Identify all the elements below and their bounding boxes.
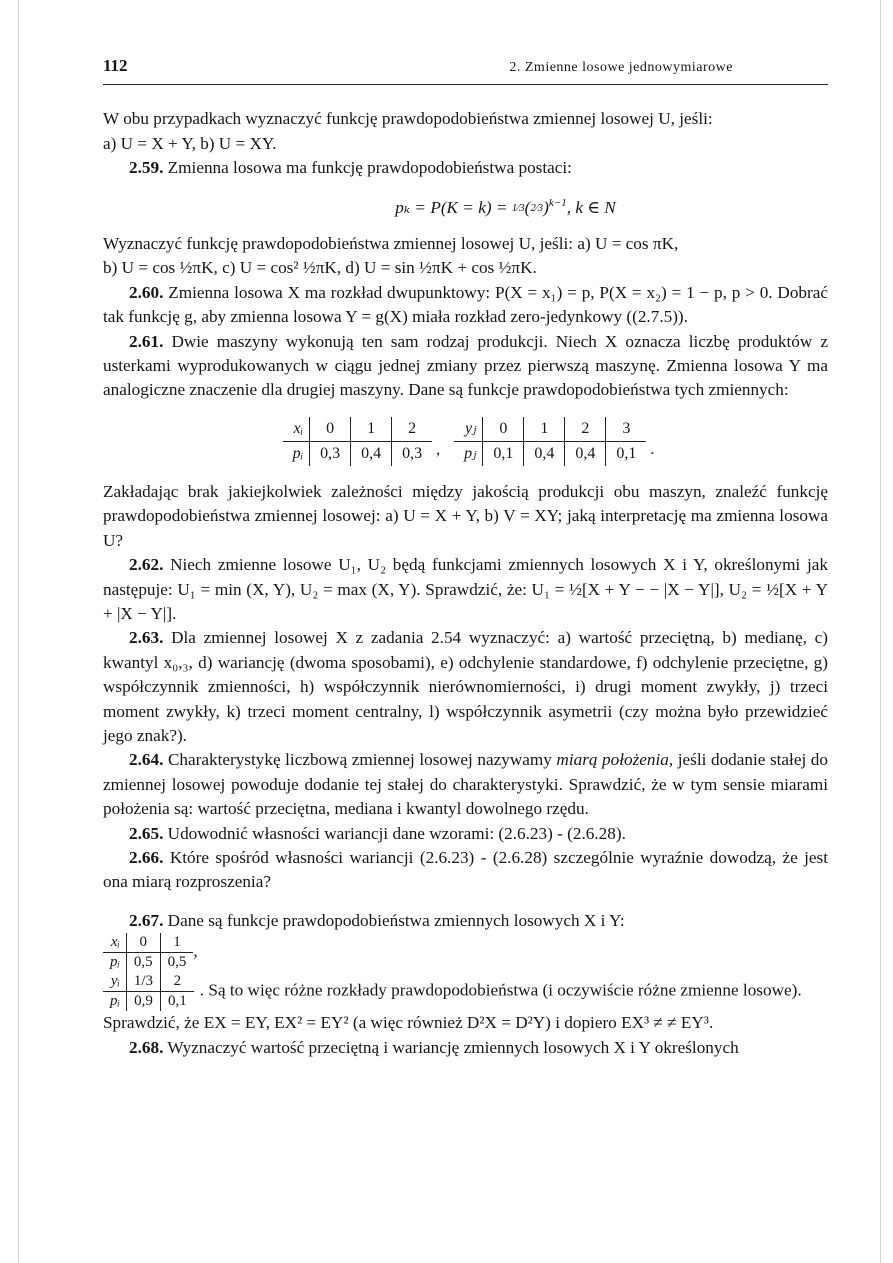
inline-table-y xyxy=(103,972,194,1011)
distribution-tables xyxy=(103,417,828,466)
table-cell: 0,3 xyxy=(310,441,351,466)
tail-line-2: b) U = cos ½πK, c) U = cos² ½πK, d) U = sin ½πK + cos ½πK. xyxy=(103,258,537,278)
fraction-denominator: 3 xyxy=(537,201,544,214)
table-cell: 0,4 xyxy=(351,441,392,466)
table-header-y: yⱼ xyxy=(454,417,483,442)
table-cell: 1 xyxy=(160,933,193,953)
table-y-distribution xyxy=(454,417,646,466)
table-cell: 0 xyxy=(310,417,351,442)
tail-line-1: Wyznaczyć funkcję prawdopodobieństwa zmiennej losowej U, jeśli: a) U = cos πK, xyxy=(103,234,679,254)
intro-paragraph xyxy=(103,107,828,156)
formula-part-a: pₖ = P(K = k) = xyxy=(395,197,512,217)
exercise-number: 2.65. xyxy=(129,823,164,843)
table-header-x: xᵢ xyxy=(283,417,310,442)
page-number: 112 xyxy=(103,56,128,75)
exercise-text: Wyznaczyć wartość przeciętną i wariancję zmiennych losowych X i Y określonych xyxy=(167,1037,739,1057)
exercise-number: 2.68. xyxy=(129,1037,164,1057)
exercise-text: Dwie maszyny wykonują ten sam rodzaj produkcji. Niech X oznacza liczbę produktów z usterkami wyprodukowanych w ciągu jednej zmiany przez pierwszą maszynę. Zmienna losowa Y ma analogiczne znaczenie dla drugiej maszyny. Dane są funkcje prawdopodobieństwa tych zmiennych: xyxy=(103,331,828,400)
table-header-y: yᵢ xyxy=(103,972,126,992)
exercise-number: 2.64. xyxy=(129,750,164,770)
table-cell: 0 xyxy=(126,933,160,953)
exercise-2-65 xyxy=(103,822,828,846)
exercise-number: 2.63. xyxy=(129,628,164,648)
exercise-text-b: . Są to więc różne rozkłady prawdopodobieństwa (i oczywiście różne zmienne losowe). Sprawdzić, że EX = EY, EX² = EY² (a więc również D²X = D²Y) i dopiero EX³ ≠ ≠ EY³. xyxy=(103,980,802,1033)
exercise-number: 2.60. xyxy=(129,282,164,302)
table-header-p: pⱼ xyxy=(464,444,477,462)
exercise-number: 2.59. xyxy=(129,158,164,178)
exercise-2-61 xyxy=(103,330,828,403)
exercise-2-59 xyxy=(103,156,828,180)
book-page xyxy=(103,54,828,1060)
exercise-number: 2.61. xyxy=(129,331,164,351)
table-cell: 1 xyxy=(351,417,392,442)
exercise-2-59-tail xyxy=(103,232,828,281)
page-edge-right xyxy=(880,0,881,1263)
inline-table-x xyxy=(103,933,193,972)
table-cell: 0,4 xyxy=(565,441,606,466)
fraction-numerator: 1 xyxy=(511,201,518,214)
formula-part-c: ) xyxy=(543,197,549,217)
table-cell: 0,1 xyxy=(483,441,524,466)
table-header-p: pᵢ xyxy=(292,444,304,462)
exercise-2-67 xyxy=(103,909,828,933)
page-header xyxy=(103,54,828,85)
table-cell: 0,3 xyxy=(392,441,433,466)
table-cell: 0 xyxy=(483,417,524,442)
exercise-text: Udowodnić własności wariancji dane wzorami: (2.6.23) - (2.6.28). xyxy=(167,823,626,843)
exercise-number: 2.66. xyxy=(129,847,164,867)
exercise-2-68 xyxy=(103,1036,828,1060)
exercise-text: Dla zmiennej losowej X z zadania 2.54 wyznaczyć: a) wartość przeciętną, b) medianę, c) kwantyl x₀,₃, d) wariancję (dwoma sposobami), e) odchylenie standardowe, f) odchylenie przeciętne, g) współczynnik zmienności, h) współczynnik nierównomierności, i) drugi moment zwykły, j) trzeci moment zwykły, k) trzeci moment centralny, l) współczynnik asymetrii (czy można było przewidzieć jego znak?). xyxy=(103,628,829,745)
inline-table-comma: , xyxy=(193,941,198,961)
table-cell: 0,1 xyxy=(606,441,647,466)
table-header-p: pᵢ xyxy=(110,993,120,1010)
exercise-text-a: Dane są funkcje prawdopodobieństwa zmiennych losowych X i Y: xyxy=(167,910,625,930)
table-cell: 1/3 xyxy=(126,972,160,992)
exercise-text-b: , jeśli dodanie stałej do zmiennej losowej powoduje dodanie tej stałej do charakterystyki. Sprawdzić, że w tym sensie miarami położenia są: wartość przeciętna, mediana i kwantyl dowolnego rzędu. xyxy=(103,750,828,819)
intro-items: a) U = X + Y, b) U = XY. xyxy=(103,133,277,153)
running-title: 2. Zmienne losowe jednowymiarowe xyxy=(509,60,733,75)
exercise-text: Które spośród własności wariancji (2.6.23) - (2.6.28) szczególnie wyraźnie dowodzą, że jest ona miarą rozproszenia? xyxy=(103,847,829,892)
table-header-p: pᵢ xyxy=(110,954,120,971)
formula-pk: pₖ = P(K = k) = 1⁄3(2⁄3)$^{k-1}$, k ∈ N xyxy=(395,196,616,217)
fraction-numerator: 2 xyxy=(530,201,536,214)
exercise-2-63 xyxy=(103,626,828,748)
table-cell: 0,1 xyxy=(161,992,194,1012)
formula-part-d: , k ∈ N xyxy=(566,197,616,217)
exercise-2-60 xyxy=(103,281,828,330)
table-x-distribution xyxy=(283,417,433,466)
formula-part-b: ( xyxy=(524,197,531,217)
paragraph-after-tables: Zakładając brak jakiejkolwiek zależności między jakością produkcji obu maszyn, znaleźć funkcję prawdopodobieństwa zmiennej losowej: a) U = X + Y, b) V = XY; jaką interpretację ma zmienna losowa U? xyxy=(103,481,828,550)
exercise-2-62 xyxy=(103,553,828,626)
exercise-2-64 xyxy=(103,748,828,821)
exercise-text: Niech zmienne losowe U₁, U₂ będą funkcjami zmiennych losowych X i Y, określonymi jak następuje: U₁ = min (X, Y), U₂ = max (X, Y). Sprawdzić, że: U₁ = ½[X + Y − − |X − Y|], U₂ = ½[X + Y + |X − Y|]. xyxy=(103,555,829,623)
exercise-2-66 xyxy=(103,846,828,895)
intro-text: W obu przypadkach wyznaczyć funkcję prawdopodobieństwa zmiennej losowej U, jeśli: xyxy=(103,109,713,129)
table-header-x: xᵢ xyxy=(103,933,126,953)
table-cell: 2 xyxy=(392,417,433,442)
exercise-text: Zmienna losowa ma funkcję prawdopodobieństwa postaci: xyxy=(167,158,572,178)
table-separator-period: . xyxy=(650,441,655,459)
page-edge-left xyxy=(18,0,19,1263)
exercise-number: 2.62. xyxy=(129,555,164,575)
table-cell: 3 xyxy=(606,417,647,442)
table-separator-comma: , xyxy=(436,441,441,459)
table-cell: 2 xyxy=(161,972,194,992)
table-cell: 0,5 xyxy=(160,953,193,973)
table-cell: 2 xyxy=(565,417,606,442)
fraction-denominator: 3 xyxy=(519,201,525,214)
table-cell: 0,4 xyxy=(524,441,565,466)
exercise-text-a: Charakterystykę liczbową zmiennej losowej nazywamy xyxy=(167,750,557,770)
formula-exponent: k−1 xyxy=(548,196,567,209)
table-cell: 0,5 xyxy=(126,953,160,973)
table-cell: 1 xyxy=(524,417,565,442)
exercise-text: Zmienna losowa X ma rozkład dwupunktowy: P(X = x₁) = p, P(X = x₂) = 1 − p, p > 0. Dobrać tak funkcję g, aby zmienna losowa Y = g(X) miała rozkład zero-jedynkowy ((2.7.5)). xyxy=(103,282,828,327)
exercise-number: 2.67. xyxy=(129,910,164,930)
table-cell: 0,9 xyxy=(126,992,160,1012)
exercise-emphasis: miarą położenia xyxy=(556,750,669,770)
